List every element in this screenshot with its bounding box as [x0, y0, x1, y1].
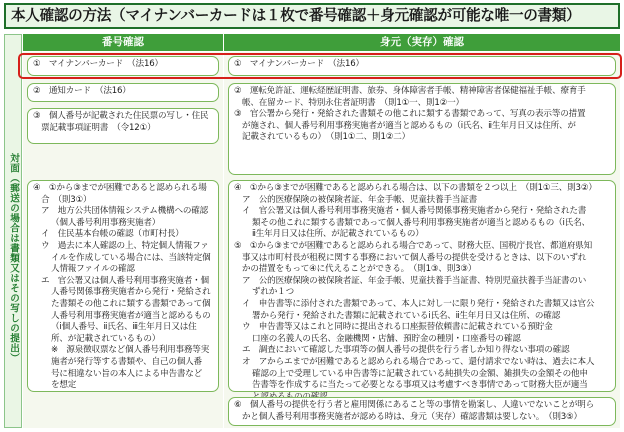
- right-row4-line: イ 官公署又は個人番号利用事務実施者・個人番号関係事務実施者から発行・発給された書: [242, 206, 587, 217]
- right-row2-line: 記載されているもの） （則1①二、則1②二）: [242, 132, 411, 143]
- right-row-photo-id: [228, 83, 616, 175]
- right-row4-line: 告書等を作成するに当たって必要となる事項又は考慮すべき事情であって財務大臣が適当: [252, 380, 588, 391]
- left-row4-line: ウ 過去に本人確認の上、特定個人情報ファ: [41, 240, 209, 251]
- left-row4-line: イ 住民基本台帳の確認（市町村長）: [41, 229, 184, 240]
- right-row4-line: かの措置をもって④に代えることができる。 （則1③、則3③）: [242, 264, 477, 275]
- right-row6-line: かと個人番号利用事務実施者が認める時は、身元（実存）確認書類は要しない。 （則3⑤）: [242, 411, 582, 422]
- left-row-resident-record: [27, 108, 219, 144]
- right-row1-text: ① マイナンバーカード （法16）: [234, 59, 364, 69]
- left-row1-text: ① マイナンバーカード （法16）: [33, 59, 163, 69]
- right-row2-line: ③ 官公署から発行・発給された書類その他これに類する書類であって、写真の表示等の措置: [234, 109, 586, 120]
- right-row4-line: ア 公的医療保険の被保険者証、年金手帳、児童扶養手当証書、特別児童扶養手当証書のい: [242, 275, 587, 286]
- right-row4-line: イ 申告書等に添付された書類であって、本人に対し一に限り発行・発給された書類又は官公: [242, 298, 595, 309]
- left-row4-line: ア 地方公共団体情報システム機構への確認: [41, 206, 209, 217]
- left-row4-line: 号に相違ない旨の本人による申告書など: [51, 368, 203, 379]
- right-row4-line: ⅱ生年月日又は住所、が記載されているもの）: [252, 229, 424, 240]
- right-row4-line: ⑤ ①から③までが困難であると認められる場合であって、財務大臣、国税庁長官、都道府県知: [234, 240, 593, 251]
- right-row-difficult-case: [228, 180, 616, 392]
- left-row-mynumber-card: [27, 56, 219, 76]
- left-row4-line: 人番号利用事務実施者が適当と認めるもの: [51, 310, 211, 321]
- right-row4-line: ずれか１つ: [252, 287, 294, 298]
- left-row4-line: 所、が記載されているもの）: [51, 333, 161, 344]
- header-identity-check: 身元（実存）確認: [224, 34, 620, 51]
- right-row4-line: オ アからエまでが困難であると認められる場合であって、還付請求でない時は、過去に本人: [242, 356, 595, 367]
- left-row4-line: ④ ①から③までが困難であると認められる場: [33, 183, 207, 193]
- sidebar-label: 対面（郵送の場合は書類又はその写しの提出）: [8, 153, 19, 363]
- right-row-employment-exemption: [228, 397, 616, 426]
- left-row4-line: を想定: [51, 380, 77, 391]
- right-row2-line: 帳、在留カード、特別永住者証明書 （則1①一、則1②一）: [242, 97, 464, 108]
- right-row2-line: ② 運転免許証、運転経歴証明書、旅券、身体障害者手帳、精神障害者保健福祉手帳、療育手: [234, 86, 586, 96]
- header-number-check: 番号確認: [23, 34, 223, 51]
- right-row4-line: 確認の上で受理している申告書等に記載されている純損失の金額、雑損失の金額その他申: [252, 368, 588, 379]
- sidebar-label-box: [4, 34, 22, 428]
- right-row4-line: ④ ①から③までが困難であると認められる場合は、以下の書類を２つ以上 （則1①三、則3②）: [234, 183, 597, 193]
- page-title: 本人確認の方法（マイナンバーカードは１枚で番号確認＋身元確認が可能な唯一の書類）: [4, 3, 620, 29]
- left-row2-text: ② 通知カード （法16）: [33, 86, 131, 96]
- right-row2-line: が施され、個人番号利用事務実施者が適当と認めるもの（ⅰ氏名、ⅱ生年月日又は住所、が: [242, 120, 576, 131]
- right-row4-line: エ 調査において確認した事項等の個人番号の提供を行う者しか知り得ない事項の確認: [242, 345, 570, 356]
- left-row4-line: 人情報ファイルの確認: [51, 264, 135, 275]
- right-row4-line: 署から発行・発給された書類に記載されているⅰ氏名、ⅱ生年月日又は住所、の確認: [252, 310, 561, 321]
- left-row4-line: ※ 源泉徴収票など個人番号利用事務等実: [51, 345, 210, 356]
- left-row4-line: 施者が発行等する書類や、自己の個人番: [51, 356, 202, 367]
- right-row4-line: 口座の名義人の氏名、金融機関・店舗、預貯金の種別・口座番号の確認: [252, 333, 521, 344]
- left-row4-line: イルを作成している場合には、当該特定個: [51, 252, 211, 263]
- left-row4-line: （個人番号利用事務実施者）: [51, 217, 161, 228]
- left-row-notification-card: [27, 83, 219, 102]
- left-row3-line: ③ 個人番号が記載された住民票の写し・住民: [33, 111, 209, 121]
- left-row3-line: 票記載事項証明書 （令12①）: [41, 122, 156, 133]
- left-row4-line: （ⅰ個人番号、ⅱ氏名、ⅲ生年月日又は住: [51, 322, 197, 333]
- left-row4-line: エ 官公署又は個人番号利用事務実施者・個: [41, 275, 209, 286]
- right-row4-line: ウ 申告書等又はこれと同時に提出される口座振替依頼書に記載されている預貯金: [242, 322, 553, 333]
- right-row4-line: 類その他これに類する書類であって個人番号利用事務実施者が適当と認めるもの（ⅰ氏名、: [252, 217, 590, 228]
- left-row4-line: た書類その他これに類する書類であって個: [51, 298, 211, 309]
- left-row-difficult-case: [27, 180, 219, 392]
- right-row4-line: 事又は市町村長が租税に関する事務において個人番号の提供を受けるときは、以下のいずれ: [242, 252, 587, 263]
- right-row4-line: ア 公的医療保険の被保険者証、年金手帳、児童扶養手当証書: [242, 194, 478, 205]
- left-row4-line: 人番号関係事務実施者から発行・発給され: [51, 287, 211, 298]
- right-row6-line: ⑥ 個人番号の提供を行う者と雇用関係にあること等の事情を勘案し、人違いでないことが明ら: [234, 400, 595, 410]
- right-row-mynumber-card: [228, 56, 616, 76]
- left-row4-line: 合 （則3①）: [41, 194, 92, 205]
